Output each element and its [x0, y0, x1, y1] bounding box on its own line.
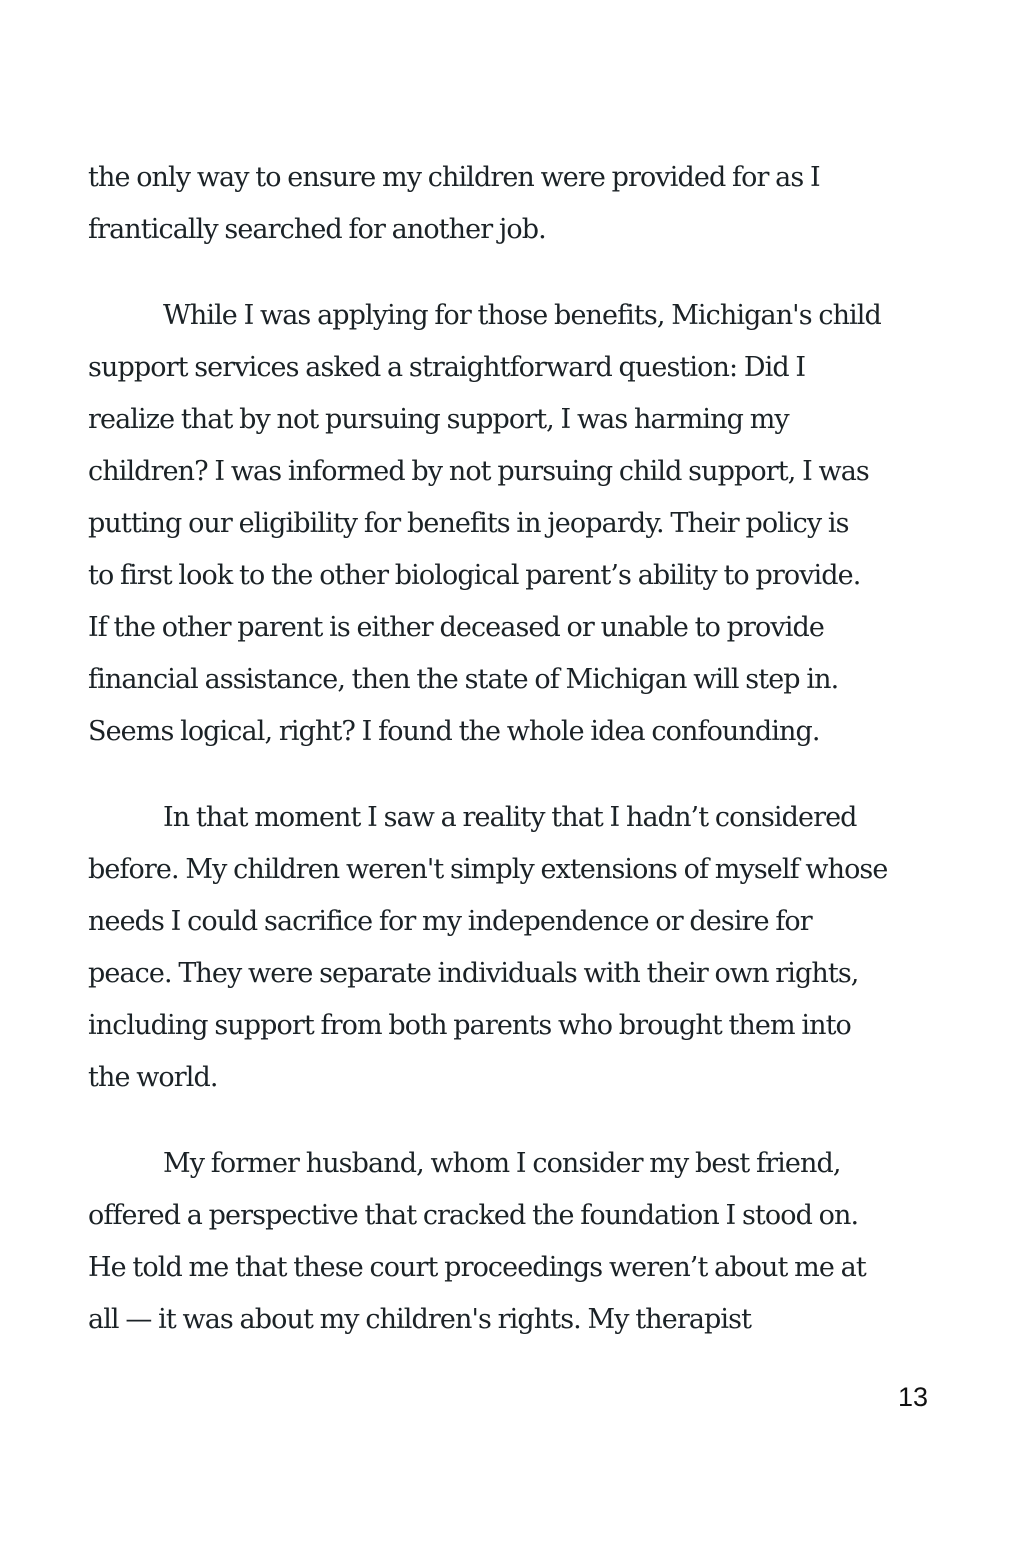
text-line: In that moment I saw a reality that I hadn’t considered: [163, 802, 857, 833]
text-line: If the other parent is either deceased or unable to provide: [88, 612, 824, 643]
text-line: He told me that these court proceedings weren’t about me at: [88, 1252, 866, 1283]
text-line: frantically searched for another job.: [88, 214, 546, 245]
paragraph-4: [88, 1138, 948, 1346]
text-line: children? I was informed by not pursuing child support, I was: [88, 456, 869, 487]
text-line: needs I could sacrifice for my independence or desire for: [88, 906, 812, 937]
text-line: including support from both parents who brought them into: [88, 1010, 851, 1041]
text-line: While I was applying for those benefits, Michigan's child: [163, 300, 881, 331]
text-line: My former husband, whom I consider my best friend,: [163, 1148, 841, 1179]
body-text: [88, 152, 948, 1380]
text-line: support services asked a straightforward question: Did I: [88, 352, 806, 383]
text-line: all — it was about my children's rights. My therapist: [88, 1304, 752, 1335]
paragraph-1: [88, 152, 948, 256]
text-line: before. My children weren't simply extensions of myself whose: [88, 854, 888, 885]
text-line: financial assistance, then the state of Michigan will step in.: [88, 664, 839, 695]
text-line: the only way to ensure my children were provided for as I: [88, 162, 820, 193]
page-number: 13: [898, 1382, 929, 1412]
text-line: realize that by not pursuing support, I was harming my: [88, 404, 789, 435]
text-line: Seems logical, right? I found the whole idea confounding.: [88, 716, 820, 747]
paragraph-3: [88, 792, 948, 1104]
text-line: peace. They were separate individuals with their own rights,: [88, 958, 859, 989]
paragraph-2: [88, 290, 948, 758]
text-line: putting our eligibility for benefits in jeopardy. Their policy is: [88, 508, 849, 539]
text-line: the world.: [88, 1062, 218, 1093]
text-line: offered a perspective that cracked the foundation I stood on.: [88, 1200, 859, 1231]
text-line: to first look to the other biological parent’s ability to provide.: [88, 560, 861, 591]
